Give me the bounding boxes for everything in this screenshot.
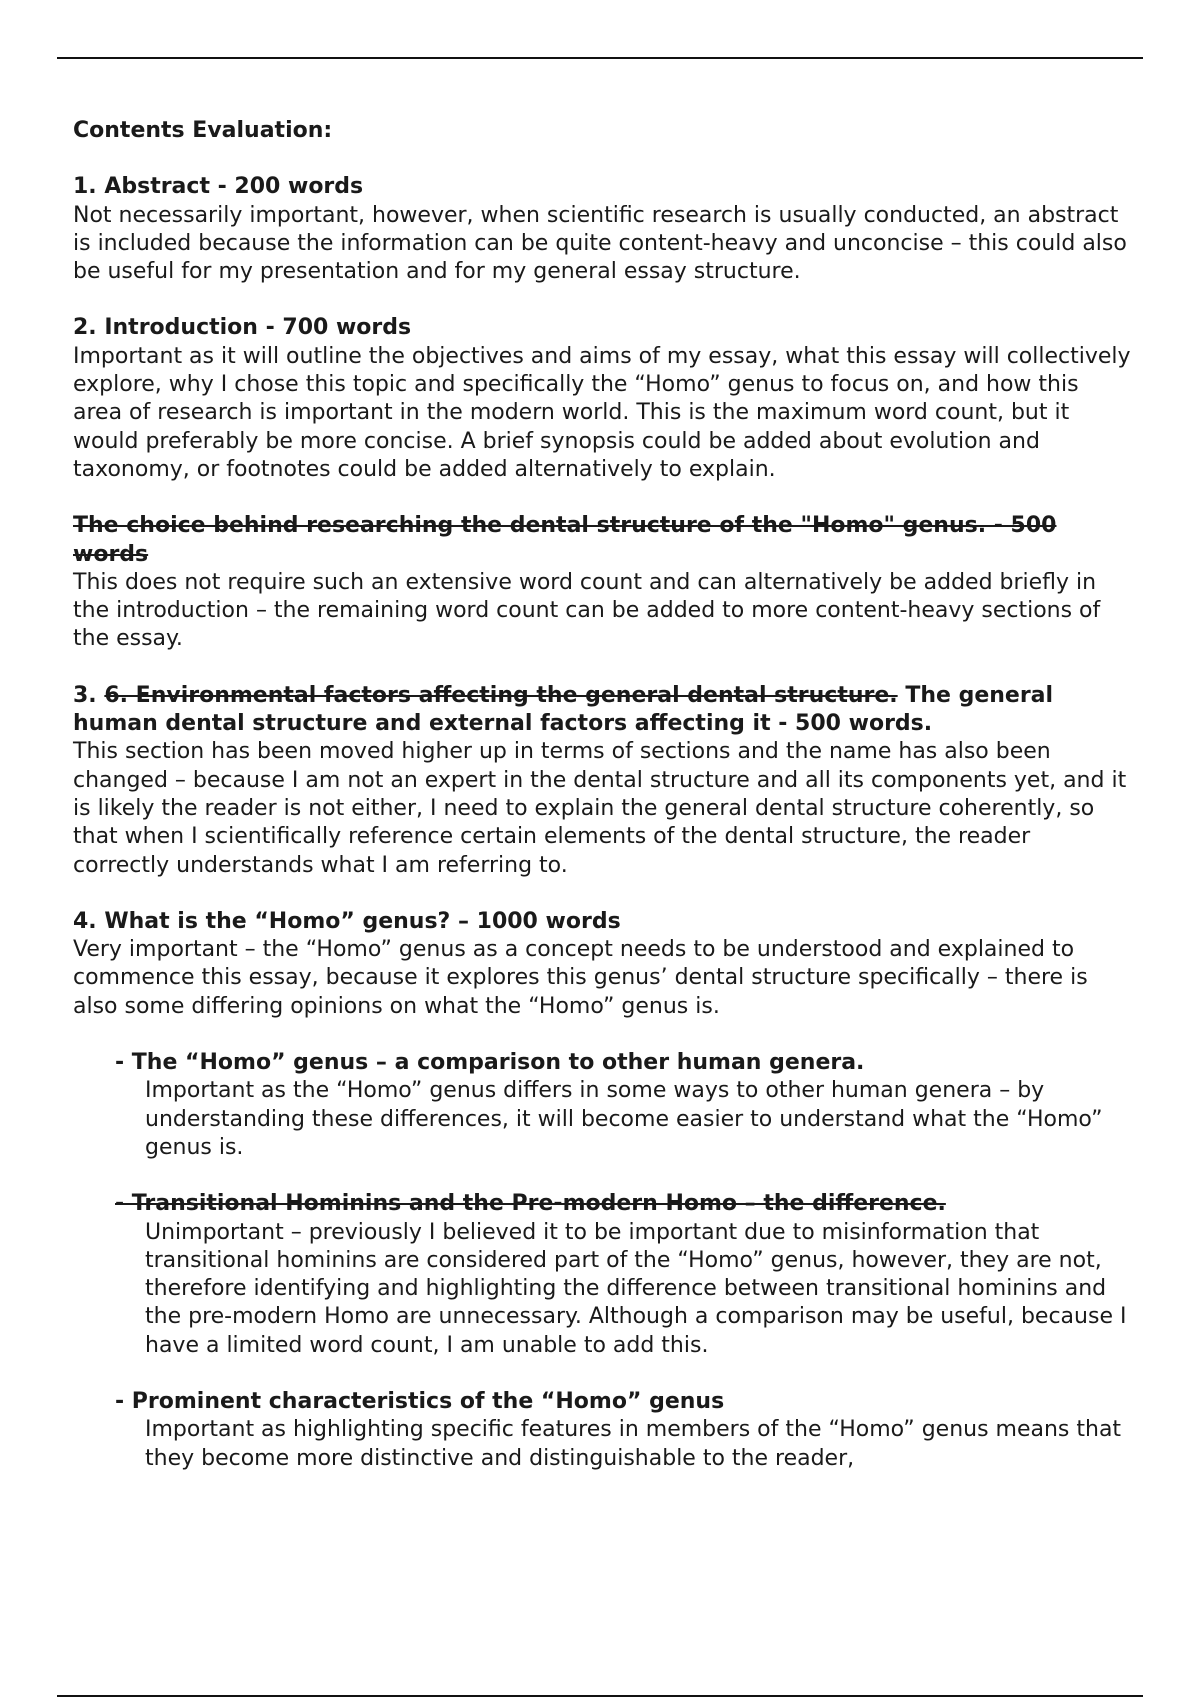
- section-body: Important as it will outline the objectives and aims of my essay, what this essay will collectively explore, why I chose this topic and specifically the “Homo” genus to focus on, and how this area of research is important in the modern world. This is the maximum word count, but it would preferably be more concise. A brief synopsis could be added about evolution and taxonomy, or footnotes could be added alternatively to explain.: [73, 343, 1131, 482]
- subsection-transitional-hominins: [115, 1190, 1133, 1360]
- section-heading: 2. Introduction - 700 words: [73, 315, 412, 341]
- section-dental-structure: [73, 682, 1133, 880]
- section-removed-choice: [73, 512, 1133, 653]
- section-abstract: [73, 173, 1133, 286]
- struck-subsection-heading: - Transitional Hominins and the Pre-modern Homo – the difference.: [115, 1191, 946, 1217]
- section-body: This section has been moved higher up in terms of sections and the name has also been changed – because I am not an expert in the dental structure and all its components yet, and it is likely the reader is not either, I need to explain the general dental structure coherently, so that when I scientifically reference certain elements of the dental structure, the reader correctly understands what I am referring to.: [73, 739, 1127, 878]
- section-homo-genus: [73, 908, 1133, 1021]
- struck-heading-text: 6. Environmental factors affecting the general dental structure.: [104, 682, 898, 708]
- subsection-heading: - The “Homo” genus – a comparison to other human genera.: [115, 1050, 865, 1076]
- section-body: This does not require such an extensive word count and can alternatively be added briefly in the introduction – the remaining word count can be added to more content-heavy sections of the essay.: [73, 569, 1101, 652]
- subsection-body: Important as the “Homo” genus differs in some ways to other human genera – by understanding these differences, it will become easier to understand what the “Homo” genus is.: [145, 1078, 1103, 1160]
- bottom-rule: [57, 1695, 1143, 1697]
- subsection-comparison: [115, 1049, 1133, 1162]
- subsection-characteristics: [115, 1388, 1133, 1473]
- section-heading: 4. What is the “Homo” genus? – 1000 words: [73, 908, 621, 934]
- new-heading-text: The general human dental structure and external factors affecting it - 500 words.: [73, 682, 1054, 737]
- section-body: Not necessarily important, however, when scientific research is usually conducted, an abstract is included because the information can be quite content-heavy and unconcise – this could also be useful for my presentation and for my general essay structure.: [73, 202, 1127, 285]
- subsection-body: Unimportant – previously I believed it to be important due to misinformation that transitional hominins are considered part of the “Homo” genus, however, they are not, therefore identifying and highlighting the difference between transitional hominins and the pre-modern Homo are unnecessary. Although a comparison may be useful, because I have a limited word count, I am unable to add this.: [145, 1219, 1127, 1358]
- section-body: Very important – the “Homo” genus as a concept needs to be understood and explained to commence this essay, because it explores this genus’ dental structure specifically – there is also some differing opinions on what the “Homo” genus is.: [73, 937, 1088, 1019]
- subsection-heading: - Prominent characteristics of the “Homo” genus: [115, 1388, 725, 1414]
- top-rule: [57, 57, 1143, 59]
- section-heading: 1. Abstract - 200 words: [73, 174, 364, 200]
- subsection-body: Important as highlighting specific features in members of the “Homo” genus means that they become more distinctive and distinguishable to the reader,: [145, 1417, 1122, 1471]
- heading-number: 3.: [73, 682, 97, 708]
- section-heading: [73, 682, 1133, 739]
- document-body: [73, 117, 1133, 1501]
- document-title: Contents Evaluation:: [73, 118, 333, 143]
- section-introduction: [73, 314, 1133, 484]
- struck-section-heading: The choice behind researching the dental structure of the "Homo" genus. - 500 words: [73, 513, 1057, 567]
